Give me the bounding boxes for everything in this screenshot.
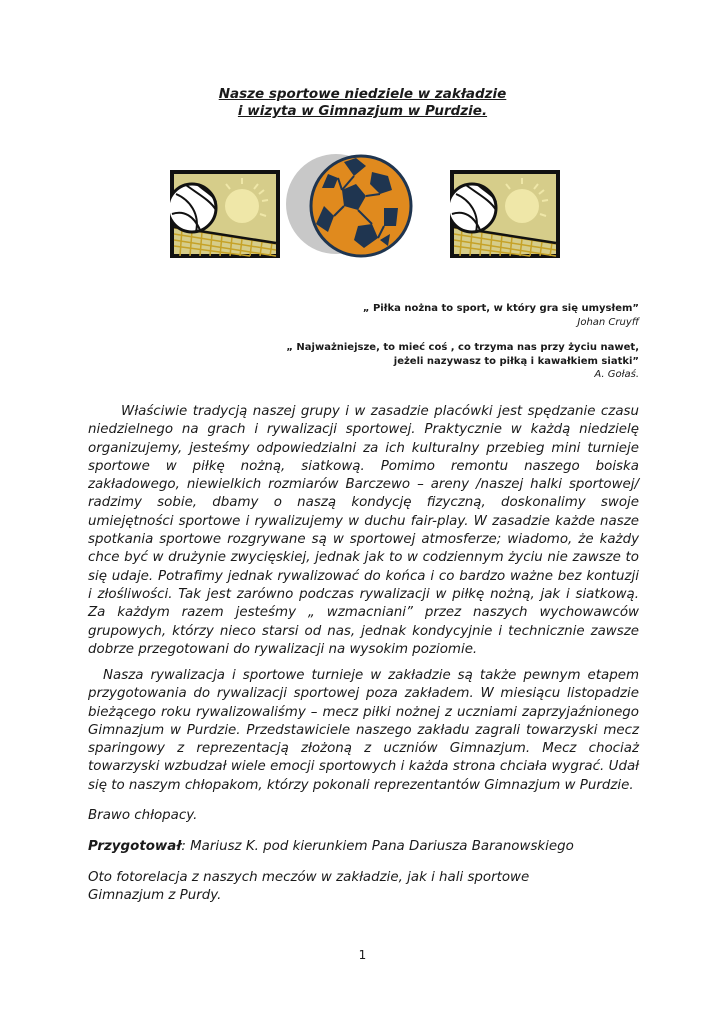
volleyball-net-clipart-left: [170, 170, 280, 258]
quote-text-line-2: jeżeli nazywasz to piłką i kawałkiem siatki”: [393, 355, 639, 367]
volleyball-net-clipart-right: [450, 170, 560, 258]
title-line-2: i wizyta w Gimnazjum w Purdzie.: [237, 103, 488, 119]
quote-author: Johan Cruyff: [577, 316, 639, 328]
document-title: [0, 86, 725, 120]
prepared-text: : Mariusz K. pod kierunkiem Pana Dariusza Baranowskiego: [181, 839, 574, 854]
quote-golas: [286, 341, 639, 382]
volleyball-icon: [170, 184, 216, 232]
page-number: 1: [358, 948, 367, 962]
prepared-label: Przygotował: [88, 839, 182, 854]
prepared-by-line: [88, 838, 639, 856]
quote-text-line-1: „ Najważniejsze, to mieć coś , co trzyma nas przy życiu nawet,: [286, 342, 639, 353]
quote-author: A. Gołaś.: [594, 369, 639, 380]
quote-cruyff: [363, 302, 639, 329]
bravo-line: Brawo chłopacy.: [88, 808, 198, 823]
title-line-1: Nasze sportowe niedziele w zakładzie: [218, 86, 507, 102]
soccer-ball-icon: [311, 156, 411, 256]
paragraph-1: Właściwie tradycją naszej grupy i w zasadzie placówki jest spędzanie czasu niedzielnego na grach i rywalizacji sportowej. Praktycznie w każdą niedzielę organizujemy, jesteśmy odpowiedzialni za ich kulturalny przebieg mini turnieje sportowe w piłkę nożną, siatkową. Pomimo remontu naszego boiska zakładowego, niewielkich rozmiarów Barczewo – areny /naszej halki sportowej/ radzimy sobie, dbamy o naszą kondycję fizyczną, doskonalimy swoje umiejętności sportowe i rywalizujemy w duchu fair-play. W zasadzie każde nasze spotkania sportowe rozgrywane są w sportowej atmosferze; wiadomo, że każdy chce być w drużynie zwycięskiej, jednak jak to w codziennym życiu nie zawsze to się udaje. Potrafimy jednak rywalizować do końca i co bardzo ważne bez kontuzji i złośliwości. Tak jest zarówno podczas rywalizacji w piłkę nożną, jak i siatkową. Za każdym razem jesteśmy „ wzmacniani” przez naszych wychowawców grupowych, którzy nieco starsi od nas, jednak kondycyjnie i technicznie zawsze dobrze przegotowani do rywalizacji na wysokim poziomie.: [88, 404, 639, 657]
soccer-ball-clipart: [284, 154, 416, 258]
quote-text: „ Piłka nożna to sport, w który gra się umysłem”: [362, 303, 639, 314]
photo-note: Oto fotorelacja z naszych meczów w zakładzie, jak i hali sportowe Gimnazjum z Purdy.: [88, 870, 530, 904]
volleyball-icon: [450, 184, 496, 232]
paragraph-2: Nasza rywalizacja i sportowe turnieje w zakładzie są także pewnym etapem przygotowania do rywalizacji sportowej poza zakładem. W miesiącu listopadzie bieżącego roku rywalizowaliśmy – mecz piłki nożnej z uczniami zaprzyjaźnionego Gimnazjum w Purdzie. Przedstawiciele naszego zakładu zagrali towarzyski mecz sparingowy z reprezentacją złożoną z uczniów Gimnazjum. Mecz chociaż towarzyski wzbudzał wiele emocji sportowych i każda strona chciała wygrać. Udał się to naszym chłopakom, którzy pokonali reprezentantów Gimnazjum w Purdzie.: [88, 668, 639, 793]
